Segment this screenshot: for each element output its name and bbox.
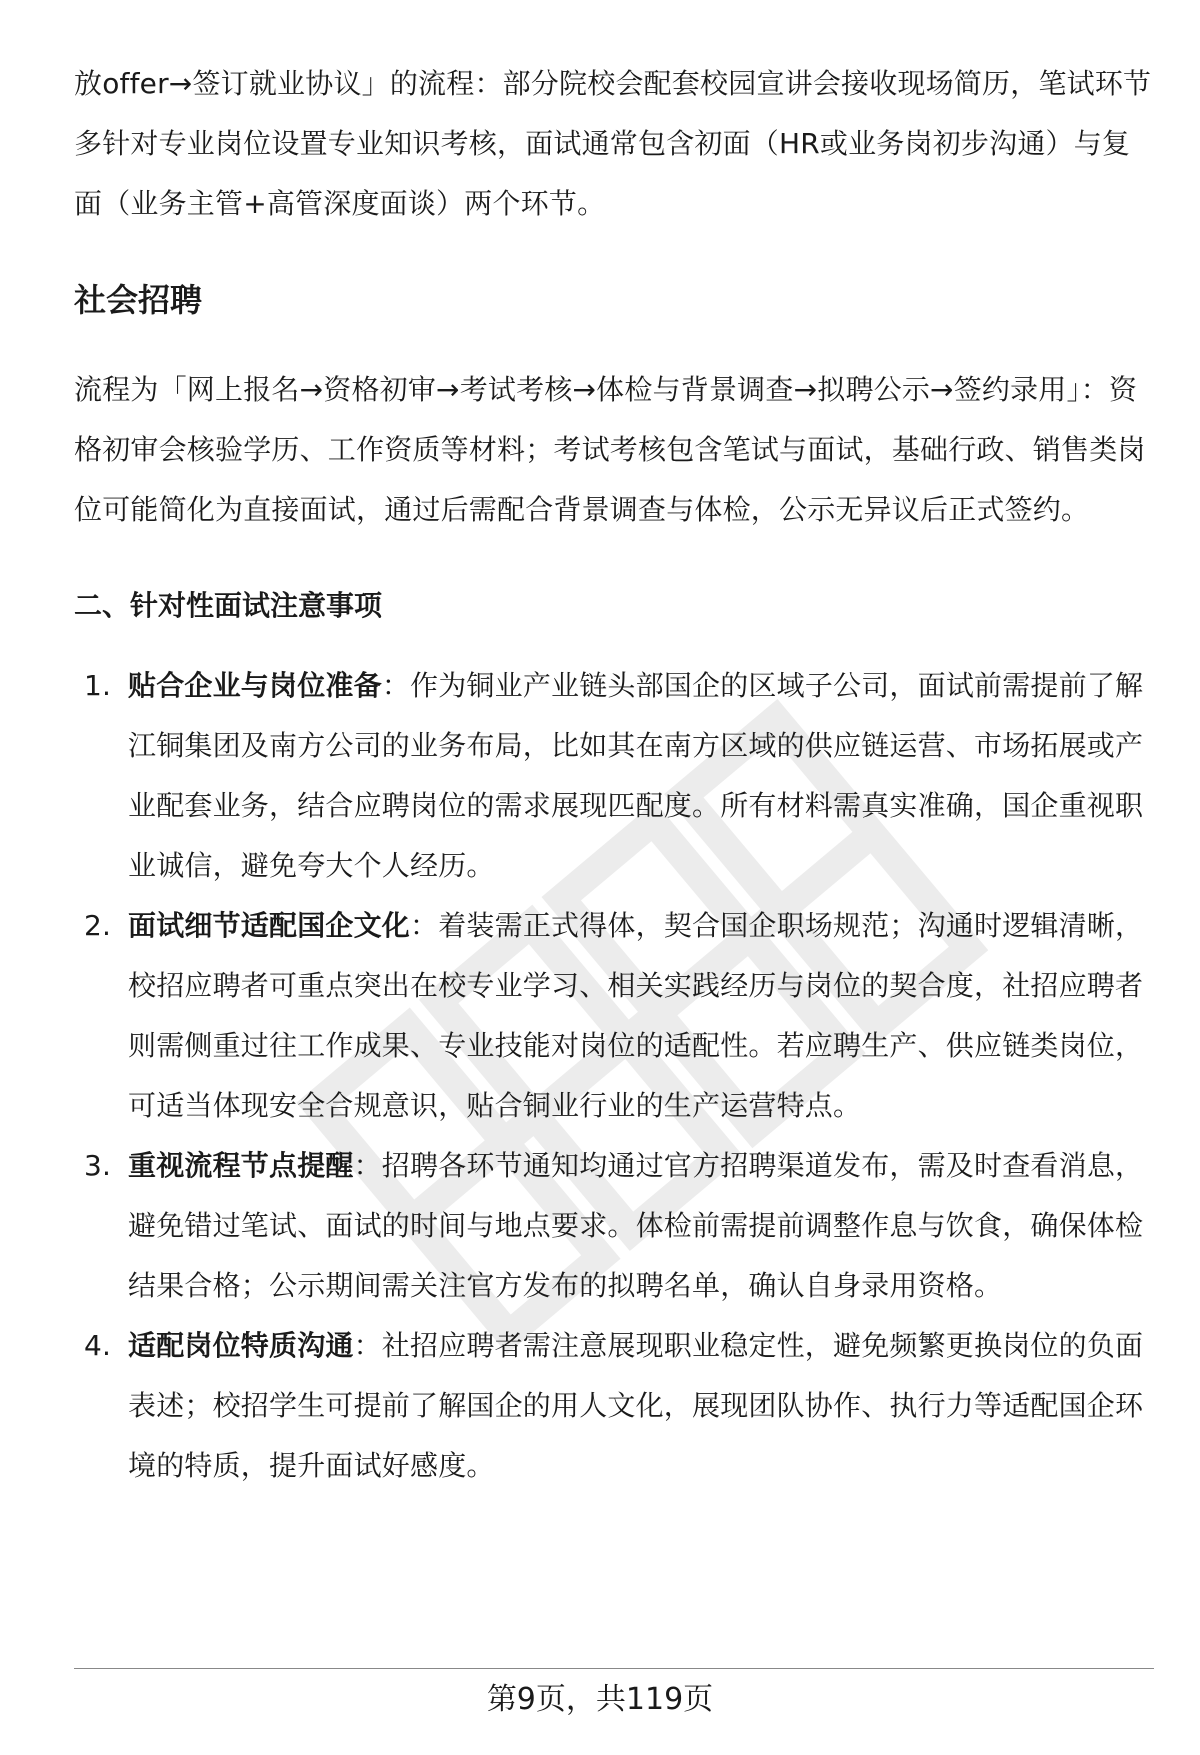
list-item-number: 3. [84,1149,112,1182]
section-heading-tips: 二、针对性面试注意事项 [74,589,383,622]
list-item [74,1316,1154,1496]
list-item-body: ：招聘各环节通知均通过官方招聘渠道发布，需及时查看消息，避免错过笔试、面试的时间与地点要求。体检前需提前调整作息与饮食，确保体检结果合格；公示期间需关注官方发布的拟聘名单，确认自身录用资格。 [128,1149,1144,1302]
list-item [74,896,1154,1136]
list-item-title: 适配岗位特质沟通 [128,1329,354,1362]
page-content [74,54,1154,1496]
list-item-body: ：着装需正式得体，契合国企职场规范；沟通时逻辑清晰，校招应聘者可重点突出在校专业学习、相关实践经历与岗位的契合度，社招应聘者则需侧重过往工作成果、专业技能对岗位的适配性。若应聘生产、供应链类岗位，可适当体现安全合规意识，贴合铜业行业的生产运营特点。 [128,909,1144,1122]
list-item-number: 1. [84,669,112,702]
tips-list [74,656,1154,1496]
list-item [74,656,1154,896]
page-number: 第9页，共119页 [486,1682,714,1717]
footer-divider [74,1668,1154,1669]
list-item [74,1136,1154,1316]
list-item-number: 2. [84,909,112,942]
list-item-title: 贴合企业与岗位准备 [128,669,382,702]
list-item-body: ：社招应聘者需注意展现职业稳定性，避免频繁更换岗位的负面表述；校招学生可提前了解国企的用人文化，展现团队协作、执行力等适配国企环境的特质，提升面试好感度。 [128,1329,1144,1482]
list-item-title: 重视流程节点提醒 [128,1149,354,1182]
list-item-body: ：作为铜业产业链头部国企的区域子公司，面试前需提前了解江铜集团及南方公司的业务布局，比如其在南方区域的供应链运营、市场拓展或产业配套业务，结合应聘岗位的需求展现匹配度。所有材料需真实准确，国企重视职业诚信，避免夸大个人经历。 [128,669,1144,882]
intro-paragraph: 放offer→签订就业协议」的流程：部分院校会配套校园宣讲会接收现场简历，笔试环节多针对专业岗位设置专业知识考核，面试通常包含初面（HR或业务岗初步沟通）与复面（业务主管+高管深度面谈）两个环节。 [74,67,1152,220]
list-item-title: 面试细节适配国企文化 [128,909,411,942]
section-heading-social: 社会招聘 [74,281,203,319]
social-paragraph: 流程为「网上报名→资格初审→考试考核→体检与背景调查→拟聘公示→签约录用」：资格初审会核验学历、工作资质等材料；考试考核包含笔试与面试，基础行政、销售类岗位可能简化为直接面试，通过后需配合背景调查与体检，公示无异议后正式签约。 [74,373,1146,526]
list-item-number: 4. [84,1329,112,1362]
